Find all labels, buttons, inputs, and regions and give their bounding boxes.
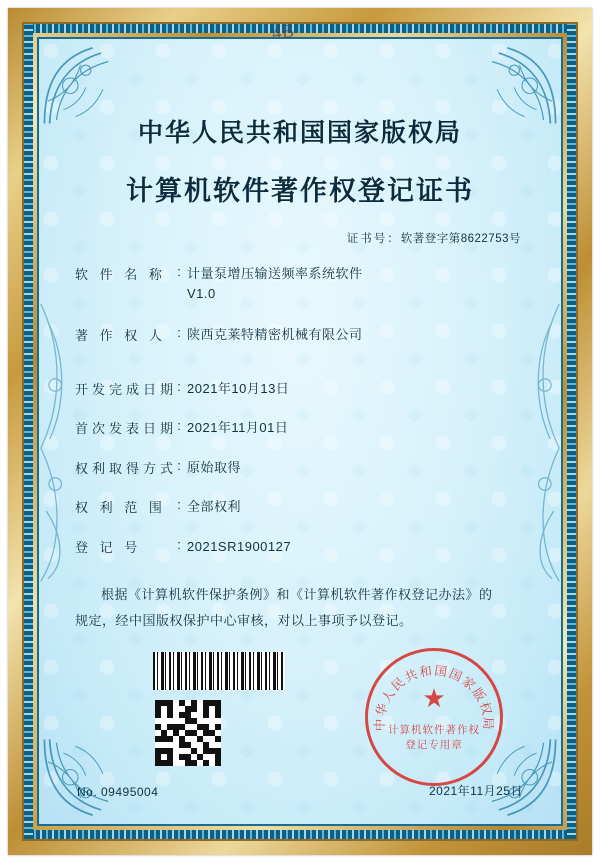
- field-label: 登 记 号: [75, 539, 142, 555]
- qr-code: [155, 700, 221, 766]
- field-label: 软 件 名 称: [75, 267, 166, 282]
- serial-number: No. 09495004: [77, 785, 159, 799]
- field-row: [75, 418, 525, 438]
- software-name: 计量泵增压输送频率系统软件: [187, 266, 363, 281]
- seal-arc-text: [368, 651, 500, 783]
- codes-area: [75, 652, 525, 772]
- field-label: 开发完成日期: [75, 381, 178, 397]
- field-colon: :: [177, 497, 181, 512]
- field-label: 权 利 范 围: [75, 500, 166, 515]
- certificate-content: [39, 113, 561, 799]
- greek-key-band-left: [24, 24, 33, 839]
- legal-paragraph-line2: 规定，经中国版权保护中心审核，对以上事项予以登记。: [75, 613, 413, 628]
- barcode: [153, 652, 285, 690]
- greek-key-band-top: [24, 24, 576, 33]
- fields-group-details: [75, 379, 525, 557]
- field-label: 权利取得方式: [75, 460, 178, 476]
- registration-number: 2021SR1900127: [187, 538, 292, 554]
- certificate-gold-border-inner: [22, 22, 578, 841]
- svg-text:中华人民共和国国家版权局: 中华人民共和国国家版权局: [371, 662, 497, 732]
- field-row: [75, 537, 525, 557]
- legal-paragraph-line1: 根据《计算机软件保护条例》和《计算机软件著作权登记办法》的: [101, 587, 493, 602]
- handwritten-annotation: 4B: [270, 20, 296, 45]
- field-row: [75, 497, 525, 517]
- fields-group-primary: [75, 264, 525, 345]
- issuer-title: 中华人民共和国国家版权局: [137, 118, 462, 147]
- certificate-number-value: 软著登字第8622753号: [400, 233, 521, 245]
- field-row: [75, 458, 525, 478]
- field-colon: :: [177, 457, 181, 473]
- certificate-inner-panel: [37, 37, 563, 826]
- certificate-title: 计算机软件著作权登记证书: [126, 176, 474, 207]
- field-colon: :: [177, 325, 181, 340]
- first-publication-date: 2021年11月01日: [187, 420, 289, 435]
- certificate-gold-border-outer: [8, 8, 592, 855]
- qr-code-grid: [155, 700, 221, 766]
- development-completion-date: 2021年10月13日: [187, 380, 290, 396]
- field-label: 首次发表日期: [75, 421, 178, 436]
- issue-date: 2021年11月25日: [428, 784, 523, 798]
- rights-scope: 全部权利: [187, 499, 242, 514]
- field-value: [187, 264, 525, 303]
- field-colon: :: [177, 378, 181, 394]
- field-colon: :: [177, 264, 181, 279]
- software-version: V1.0: [187, 285, 216, 301]
- field-label: 著 作 权 人: [75, 328, 166, 343]
- greek-key-band-right: [567, 24, 576, 839]
- footer: [75, 782, 525, 799]
- seal-star-icon: ★: [422, 683, 446, 713]
- field-row: [75, 264, 525, 303]
- field-colon: :: [177, 418, 181, 433]
- certificate-number-label: 证书号：: [346, 233, 401, 245]
- acquisition-method: 原始取得: [187, 459, 242, 475]
- greek-key-band-bottom: [24, 830, 576, 839]
- seal-text: [368, 723, 500, 753]
- official-seal: [365, 648, 503, 786]
- certificate-number-line: [75, 230, 525, 246]
- seal-line-1: 计算机软件著作权: [388, 724, 480, 736]
- legal-paragraph: [75, 582, 525, 634]
- copyright-owner: 陕西克莱特精密机械有限公司: [187, 327, 363, 342]
- field-row: [75, 379, 525, 399]
- seal-line-2: 登记专用章: [405, 739, 463, 752]
- field-colon: :: [177, 536, 181, 552]
- field-row: [75, 325, 525, 345]
